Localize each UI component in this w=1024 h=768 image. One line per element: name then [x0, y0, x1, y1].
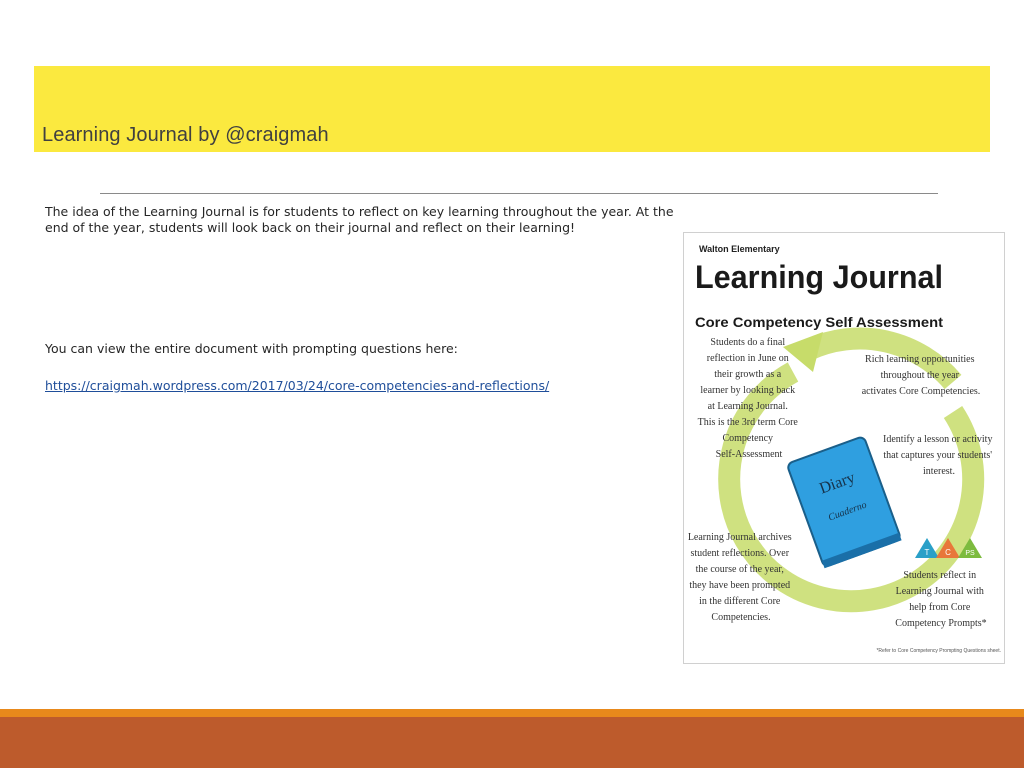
step-top-right: Rich learning opportunities throughout the year activates Core Competencies.: [861, 354, 981, 397]
triangle-t-label: T: [924, 548, 930, 557]
step-bottom-left: Learning Journal archives student reflections. Over the course of the year, they have been prompted in the different Core Competencies.: [687, 532, 792, 623]
step-top-left: Students do a final reflection in June on their growth as a learner by looking back at Learning Journal. This is the 3rd term Core Competency Self-Assessment: [697, 337, 798, 460]
blog-link[interactable]: https://craigmah.wordpress.com/2017/03/24/core-competencies-and-reflections/: [45, 378, 550, 393]
learning-journal-poster: [683, 232, 1005, 664]
step-mid-right: Identify a lesson or activity that captures your students' interest.: [883, 434, 993, 477]
triangle-c-label: C: [945, 548, 951, 557]
poster-school: Walton Elementary: [699, 244, 780, 254]
link-row: [45, 378, 685, 394]
footer-bar: [0, 717, 1024, 768]
book-subtitle: Cuaderno: [826, 499, 869, 524]
divider: [100, 193, 938, 194]
triangle-ps-label: PS: [965, 550, 975, 557]
title-banner: [34, 66, 990, 152]
document-note: You can view the entire document with prompting questions here:: [45, 341, 458, 356]
book-title: Diary: [817, 469, 858, 498]
poster-title: Learning Journal: [695, 259, 943, 295]
intro-paragraph: The idea of the Learning Journal is for students to reflect on key learning throughout the year. At the end of the year, students will look back on their journal and reflect on their learning!: [45, 204, 674, 235]
poster-subtitle: Core Competency Self Assessment: [695, 314, 944, 330]
poster-footnote: *Refer to Core Competency Prompting Questions sheet.: [876, 648, 1001, 654]
step-bottom-right: Students reflect in Learning Journal with help from Core Competency Prompts*: [895, 570, 987, 629]
page-title: Learning Journal by @craigmah: [42, 124, 329, 146]
footer-accent-stripe: [0, 709, 1024, 717]
